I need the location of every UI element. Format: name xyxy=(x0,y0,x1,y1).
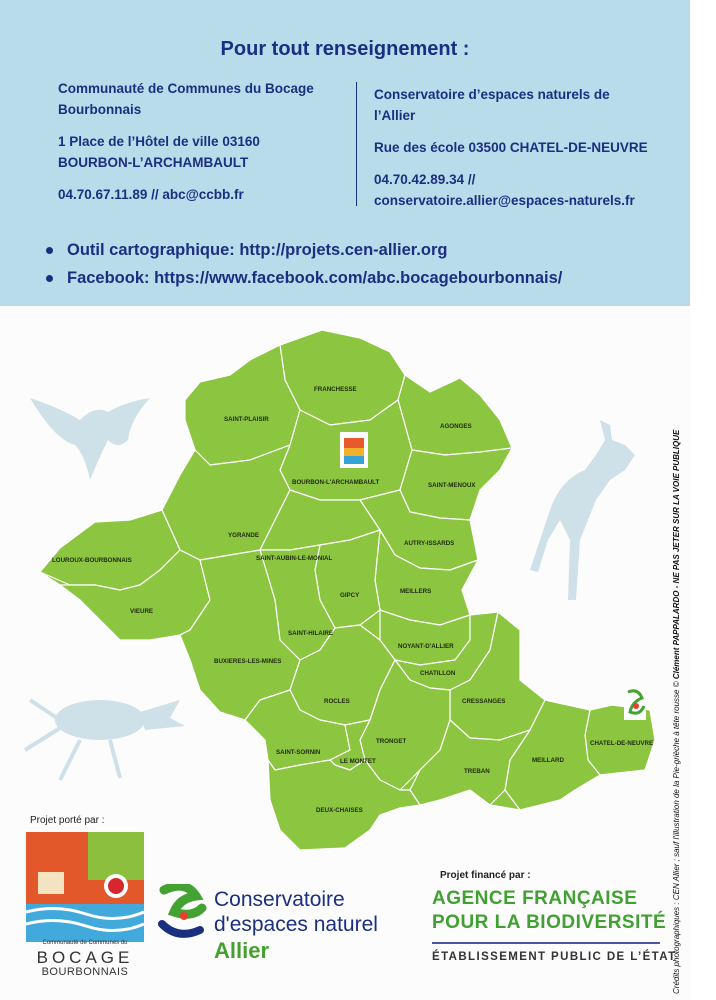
contact-info-box xyxy=(0,0,690,306)
list-item xyxy=(46,264,562,292)
town-chatel-de-neuvre: CHATEL-DE-NEUVRE xyxy=(590,740,654,747)
credits-text-1: Crédits photographiques : CEN Allier ; sauf l'illustration de la Pie-grièche à tête rousse © xyxy=(672,679,681,994)
town-louroux: LOUROUX-BOURBONNAIS xyxy=(52,557,132,564)
town-le-montet: LE MONTET xyxy=(340,758,376,765)
bat-silhouette-icon xyxy=(30,398,150,480)
ccbb-name-line2: Bourbonnais xyxy=(58,102,142,117)
town-franchesse: FRANCHESSE xyxy=(314,386,357,393)
cen-logo-line3: Allier xyxy=(214,938,270,963)
territory-map xyxy=(0,300,690,860)
town-rocles: ROCLES xyxy=(324,698,350,705)
town-meillers: MEILLERS xyxy=(400,588,432,595)
ccbb-phone-email[interactable]: 04.70.67.11.89 // abc@ccbb.fr xyxy=(58,187,244,202)
cen-logo-line1: Conservatoire xyxy=(214,888,345,911)
list-item xyxy=(46,236,562,264)
credits-author: Clément PAPPALARDO xyxy=(672,590,681,680)
town-meillard: MEILLARD xyxy=(532,757,564,764)
town-ygrande: YGRANDE xyxy=(228,532,259,539)
town-bourbon: BOURBON-L'ARCHAMBAULT xyxy=(292,479,380,486)
town-gipcy: GIPCY xyxy=(340,592,360,599)
cen-name-line2: l’Allier xyxy=(374,108,416,123)
town-noyant: NOYANT-D'ALLIER xyxy=(398,643,454,650)
commune-agonges xyxy=(398,375,512,455)
town-saint-hilaire: SAINT-HILAIRE xyxy=(288,630,334,637)
map-tool-link[interactable]: Outil cartographique: http://projets.cen-allier.org xyxy=(67,241,448,259)
project-funded-label: Projet financé par : xyxy=(440,870,531,881)
cen-name-line1: Conservatoire d’espaces naturels de xyxy=(374,87,610,102)
commune-saint-plaisir xyxy=(185,345,300,465)
afb-line3: ÉTABLISSEMENT PUBLIC DE L’ÉTAT xyxy=(432,951,677,963)
cen-address: Rue des école 03500 CHATEL-DE-NEUVRE xyxy=(374,140,648,155)
ccbb-address-line2: BOURBON-L’ARCHAMBAULT xyxy=(58,155,249,170)
cen-map-marker-icon xyxy=(340,432,368,468)
town-cressanges: CRESSANGES xyxy=(462,698,506,705)
facebook-link[interactable]: Facebook: https://www.facebook.com/abc.bocagebourbonnais/ xyxy=(67,269,563,287)
afb-line1: AGENCE FRANÇAISE xyxy=(432,888,638,909)
town-agonges: AGONGES xyxy=(440,423,472,430)
town-vieure: VIEURE xyxy=(130,608,154,615)
cen-logo-line2: d'espaces naturel xyxy=(214,913,378,936)
town-saint-aubin: SAINT-AUBIN-LE-MONIAL xyxy=(256,555,333,562)
town-saint-menoux: SAINT-MENOUX xyxy=(428,482,476,489)
info-title: Pour tout renseignement : xyxy=(220,38,470,60)
bocage-small-text: Communauté de Communes du xyxy=(42,940,128,946)
deer-silhouette-icon xyxy=(530,420,635,600)
town-deux-chaises: DEUX-CHAISES xyxy=(316,807,363,814)
cen-email[interactable]: conservatoire.allier@espaces-naturels.fr xyxy=(374,193,635,208)
cen-small-logo-icon xyxy=(624,688,646,720)
afb-line2: POUR LA BIODIVERSITÉ xyxy=(432,912,667,933)
cen-logo-icon xyxy=(156,884,210,946)
credits-strip xyxy=(690,0,716,1000)
ccbb-address-line1: 1 Place de l’Hôtel de ville 03160 xyxy=(58,134,260,149)
beetle-silhouette-icon xyxy=(25,700,185,780)
column-divider xyxy=(356,82,357,206)
bocage-big-text: BOCAGE xyxy=(36,948,134,967)
town-buxieres: BUXIERES-LES-MINES xyxy=(214,658,282,665)
cen-contact xyxy=(374,84,674,211)
town-saint-sornin: SAINT-SORNIN xyxy=(276,749,321,756)
bocage-sub-text: BOURBONNAIS xyxy=(41,966,129,978)
town-treban: TREBAN xyxy=(464,768,490,775)
cen-phone[interactable]: 04.70.42.89.34 // xyxy=(374,172,476,187)
town-autry: AUTRY-ISSARDS xyxy=(404,540,455,547)
bullet-icon xyxy=(46,247,53,254)
bullet-icon xyxy=(46,275,53,282)
ccbb-name-line1: Communauté de Communes du Bocage xyxy=(58,81,314,96)
project-carried-label: Projet porté par : xyxy=(30,815,105,826)
afb-divider xyxy=(432,942,660,944)
ccbb-contact xyxy=(58,78,348,205)
link-list xyxy=(46,236,562,292)
town-tronget: TRONGET xyxy=(376,738,407,745)
town-saint-plaisir: SAINT-PLAISIR xyxy=(224,416,269,423)
photo-credits xyxy=(672,314,681,994)
credits-text-2: - NE PAS JETER SUR LA VOIE PUBLIQUE xyxy=(672,429,681,591)
bocage-logo-icon xyxy=(26,832,144,942)
town-chatillon: CHATILLON xyxy=(420,670,456,677)
